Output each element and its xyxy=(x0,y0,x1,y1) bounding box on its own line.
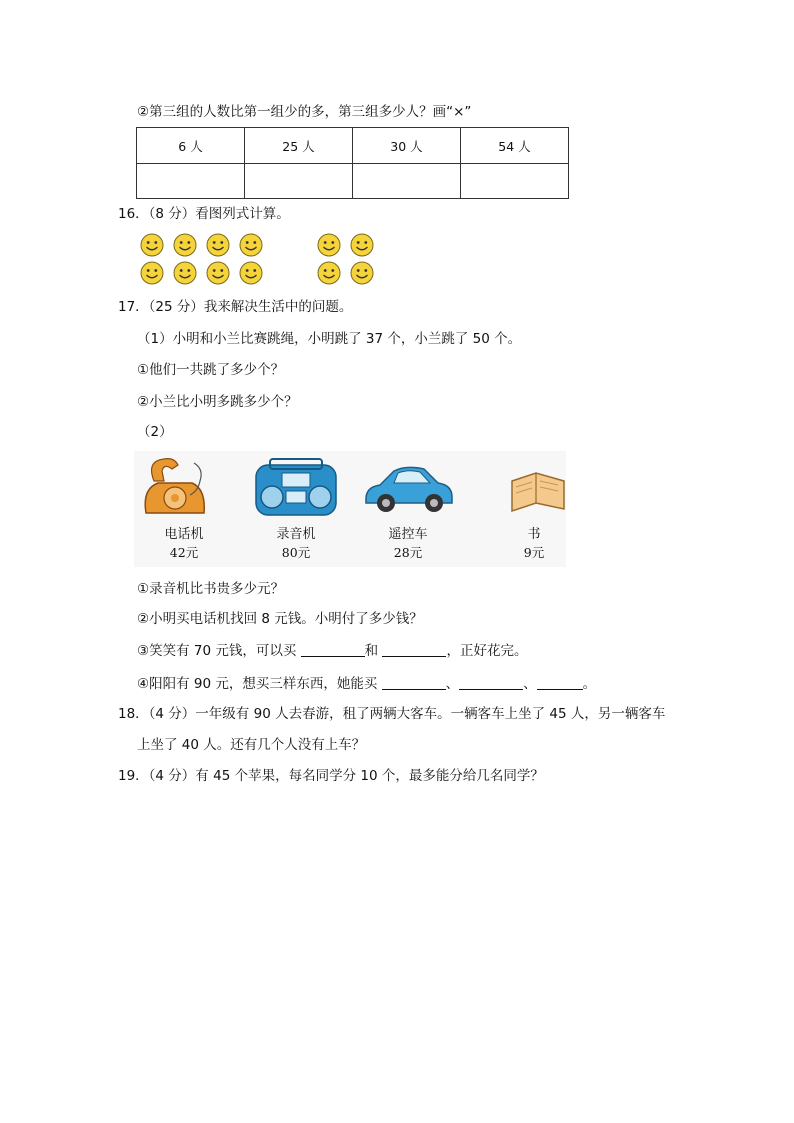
smiley-face-icon xyxy=(317,233,341,257)
smiley-face-icon xyxy=(140,233,164,257)
product-price: 28元 xyxy=(393,545,423,560)
mark-cell[interactable] xyxy=(137,164,245,199)
smiley-face-icon xyxy=(173,261,197,285)
q17-q3-text-b: 和 xyxy=(364,643,379,659)
smiley-face-icon xyxy=(206,261,230,285)
smiley-face-icon xyxy=(350,261,374,285)
product-price: 42元 xyxy=(169,545,199,560)
q18-line2: 上坐了 40 人。还有几个人没有上车？ xyxy=(137,737,366,753)
smiley-face-icon xyxy=(239,261,263,285)
option-cell[interactable]: 30 人 xyxy=(353,128,461,164)
q17-part2-q2: ②小明买电话机找回 8 元钱。小明付了多少钱？ xyxy=(137,611,423,627)
smiley-face-icon xyxy=(206,233,230,257)
product-name: 电话机 xyxy=(164,527,204,542)
product-name: 书 xyxy=(527,527,541,542)
option-cell[interactable]: 25 人 xyxy=(245,128,353,164)
radio-icon xyxy=(246,451,346,519)
smiley-face-icon xyxy=(239,233,263,257)
smiley-face-icon xyxy=(317,261,341,285)
book-icon xyxy=(484,451,584,519)
option-cell[interactable]: 6 人 xyxy=(137,128,245,164)
mark-cell[interactable] xyxy=(461,164,569,199)
q17-part2-q3 xyxy=(137,642,527,660)
smiley-face-icon xyxy=(140,261,164,285)
q15-sub2-text: ②第三组的人数比第一组少的多，第三组多少人？画“×” xyxy=(137,104,472,120)
q17-part2-label: （2） xyxy=(137,424,173,440)
smiley-faces-figure xyxy=(140,233,390,288)
product-price-figure xyxy=(134,451,566,567)
mark-cell[interactable] xyxy=(245,164,353,199)
answer-blank[interactable] xyxy=(301,642,365,657)
q17-part1-q1: ①他们一共跳了多少个？ xyxy=(137,362,285,378)
product-price: 9元 xyxy=(523,545,545,560)
car-icon xyxy=(358,451,458,519)
product-radio xyxy=(246,451,346,567)
answer-choice-table xyxy=(136,127,569,199)
q16-title: 16．（8 分）看图列式计算。 xyxy=(118,206,290,222)
q17-q3-text-a: ③笑笑有 70 元钱，可以买 xyxy=(137,643,297,659)
q17-q4-end: 。 xyxy=(582,676,597,692)
q17-part1: （1）小明和小兰比赛跳绳，小明跳了 37 个，小兰跳了 50 个。 xyxy=(137,331,522,347)
smiley-face-icon xyxy=(350,233,374,257)
q17-part2-q4 xyxy=(137,675,596,693)
q18-line1: 18．（4 分）一年级有 90 人去春游，租了两辆大客车。一辆客车上坐了 45 人，另一辆客车 xyxy=(118,706,666,722)
product-name: 录音机 xyxy=(276,527,316,542)
q17-q3-text-c: ，正好花完。 xyxy=(446,643,528,659)
separator: 、 xyxy=(523,676,537,692)
product-name: 遥控车 xyxy=(388,527,428,542)
answer-blank[interactable] xyxy=(382,675,446,690)
mark-cell[interactable] xyxy=(353,164,461,199)
smiley-face-icon xyxy=(173,233,197,257)
q17-q4-text-a: ④阳阳有 90 元，想买三样东西，她能买 xyxy=(137,676,378,692)
answer-blank[interactable] xyxy=(537,675,583,690)
product-car xyxy=(358,451,458,567)
separator: 、 xyxy=(445,676,460,692)
q19-text: 19．（4 分）有 45 个苹果，每名同学分 10 个，最多能分给几名同学？ xyxy=(118,768,544,784)
product-telephone xyxy=(134,451,234,567)
option-cell[interactable]: 54 人 xyxy=(461,128,569,164)
answer-blank[interactable] xyxy=(459,675,523,690)
q17-part2-q1: ①录音机比书贵多少元？ xyxy=(137,581,285,597)
q17-title: 17．（25 分）我来解决生活中的问题。 xyxy=(118,299,353,315)
answer-blank[interactable] xyxy=(382,642,446,657)
q17-part1-q2: ②小兰比小明多跳多少个？ xyxy=(137,394,298,410)
telephone-icon xyxy=(134,451,234,519)
product-book xyxy=(484,451,584,567)
product-price: 80元 xyxy=(281,545,311,560)
